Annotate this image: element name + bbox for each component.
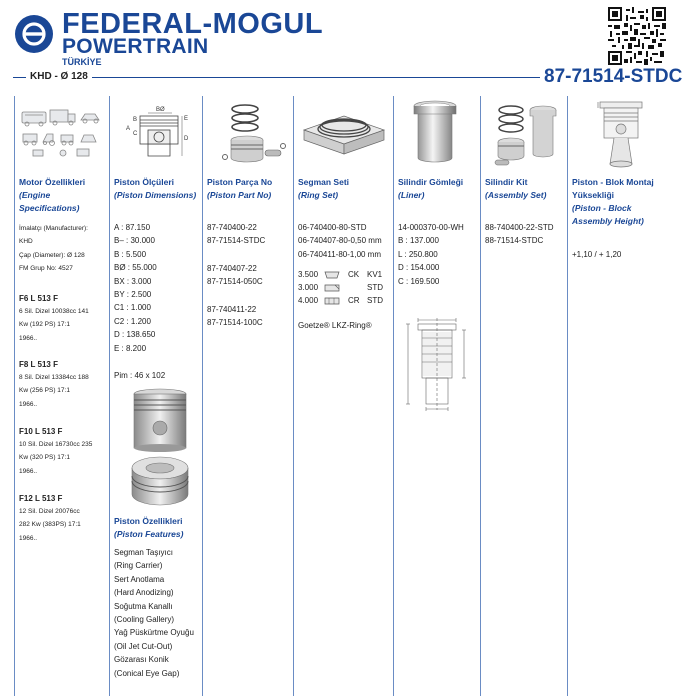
piston-part-no-title: Piston Parça No bbox=[207, 177, 273, 187]
ring-profile-taper-icon bbox=[324, 284, 340, 292]
piston-part-number-column bbox=[202, 96, 293, 696]
assembly-set-number: 88-740400-22-STD bbox=[485, 223, 554, 232]
piston-block-height-icon bbox=[596, 100, 646, 168]
liner-subtitle: (Liner) bbox=[398, 190, 425, 200]
piston-part-number: 87-71514-STDC bbox=[207, 236, 266, 246]
assembly-set-number: 88-71514-STDC bbox=[485, 236, 544, 246]
ring-brand-note: Goetze® LKZ-Ring® bbox=[298, 321, 372, 330]
dimension-d: D : 138.650 bbox=[114, 330, 156, 340]
diagram-label-a: A bbox=[126, 126, 131, 132]
ring-set-number: 06-740411-80-1,00 mm bbox=[298, 249, 382, 259]
engine-specifications-column bbox=[14, 96, 109, 696]
piston-features-subtitle: (Piston Features) bbox=[114, 529, 184, 539]
piston-rings-pin-icon bbox=[217, 102, 287, 168]
ring-set-number: 06-740400-80-STD bbox=[298, 223, 367, 232]
dimension-bo: BØ : 55.000 bbox=[114, 263, 157, 273]
engine-model: F6 L 513 F bbox=[19, 294, 58, 303]
liner-dimension-d: D : 154.000 bbox=[398, 263, 440, 273]
engine-description: 6 Sil. Dizel 10038cc 141 bbox=[19, 308, 89, 315]
engine-year: 1966.. bbox=[19, 334, 38, 342]
piston-part-number: 87-71514-050C bbox=[207, 277, 263, 287]
ring-profile-oil-icon bbox=[324, 297, 340, 305]
dimension-bx: BX : 3.000 bbox=[114, 276, 152, 286]
diameter-value: Çap (Diameter): Ø 128 bbox=[19, 251, 85, 259]
ring-size: 3.000 bbox=[298, 283, 319, 292]
feature-oil-jet: Yağ Püskürtme Oyuğu bbox=[114, 628, 194, 638]
feature-conical-eye-en: (Conical Eye Gap) bbox=[114, 668, 180, 678]
ring-set-title: Segman Seti bbox=[298, 177, 350, 187]
diagram-label-bo: BØ bbox=[156, 107, 165, 113]
feature-oil-jet-en: (Oil Jet Cut-Out) bbox=[114, 641, 173, 651]
liner-column bbox=[393, 96, 480, 696]
ring-set-box-icon bbox=[298, 110, 390, 160]
main-part-number: 87-71514-STDC bbox=[540, 66, 682, 88]
assembly-height-title-line2: Yüksekliği bbox=[572, 190, 615, 200]
piston-part-number: 87-71514-100C bbox=[207, 318, 263, 328]
engine-year: 1966.. bbox=[19, 467, 38, 475]
engine-description: 10 Sil. Dizel 16730cc 235 bbox=[19, 441, 93, 448]
liner-dimension-b: B : 137.000 bbox=[398, 236, 439, 246]
ring-size: 4.000 bbox=[298, 296, 319, 305]
dimension-c1: C1 : 1.000 bbox=[114, 303, 151, 313]
dimension-c2: C2 : 1.200 bbox=[114, 316, 151, 326]
liner-title: Silindir Gömleği bbox=[398, 177, 464, 187]
assembly-height-value: +1,10 / + 1,20 bbox=[572, 250, 622, 259]
assembly-set-icon bbox=[489, 102, 561, 168]
dimension-b: B : 5.500 bbox=[114, 249, 147, 259]
assembly-set-column bbox=[480, 96, 567, 696]
engine-description: 12 Sil. Dizel 20076cc bbox=[19, 508, 80, 515]
engine-entry bbox=[19, 292, 107, 345]
piston-dimensions-column bbox=[109, 96, 202, 696]
liner-dimension-c: C : 169.500 bbox=[398, 276, 440, 286]
liner-dimension-l: L : 250.800 bbox=[398, 249, 438, 259]
dimension-b-minus: B– : 30.000 bbox=[114, 236, 155, 246]
engine-model: F12 L 513 F bbox=[19, 494, 63, 503]
piston-part-number: 87-740407-22 bbox=[207, 264, 257, 273]
feature-ring-carrier: Segman Taşıyıcı bbox=[114, 548, 173, 557]
piston-dimensions-subtitle: (Piston Dimensions) bbox=[114, 190, 197, 200]
diagram-label-c: C bbox=[133, 131, 138, 137]
engine-power: Kw (320 PS) 17:1 bbox=[19, 454, 70, 462]
ring-set-column bbox=[293, 96, 393, 696]
feature-hard-anodizing-en: (Hard Anodizing) bbox=[114, 588, 174, 598]
brand-name: FEDERAL-MOGUL bbox=[62, 8, 324, 40]
feature-hard-anodizing: Sert Anotlama bbox=[114, 574, 165, 584]
piston-part-number: 87-740411-22 bbox=[207, 305, 257, 314]
manufacturer-value: KHD bbox=[19, 238, 33, 246]
liner-technical-drawing-icon bbox=[398, 316, 476, 414]
engine-entry bbox=[19, 425, 107, 478]
ring-code: CR bbox=[348, 296, 360, 305]
cylinder-liner-icon bbox=[410, 100, 460, 164]
feature-conical-eye: Gözarası Konik bbox=[114, 655, 169, 665]
engine-specifications-title: Motor Özellikleri bbox=[19, 177, 86, 187]
piston-pin-size: Pim : 46 x 102 bbox=[114, 371, 166, 380]
piston-dimensions-title: Piston Ölçüleri bbox=[114, 177, 174, 187]
ring-set-subtitle: (Ring Set) bbox=[298, 190, 339, 200]
fm-group-number: FM Grup No: 4527 bbox=[19, 265, 73, 273]
piston-part-number: 87-740400-22 bbox=[207, 223, 257, 232]
piston-side-view-icon bbox=[130, 386, 190, 456]
engine-reference: KHD - Ø 128 bbox=[26, 71, 92, 83]
engine-entry bbox=[19, 492, 107, 545]
ring-type: STD bbox=[367, 283, 383, 292]
engine-year: 1966.. bbox=[19, 400, 38, 408]
assembly-height-title: Piston - Blok Montaj bbox=[572, 177, 654, 187]
ring-profile-keystone-icon bbox=[324, 271, 340, 279]
dimension-e: E : 8.200 bbox=[114, 343, 147, 353]
assembly-height-column bbox=[567, 96, 672, 696]
assembly-set-title: Silindir Kit bbox=[485, 177, 528, 187]
engine-specifications-subtitle: (Engine Specifications) bbox=[19, 190, 80, 213]
brand-division: POWERTRAIN bbox=[62, 35, 209, 58]
vehicles-illustration-icon bbox=[19, 102, 105, 160]
feature-cooling-gallery: Soğutma Kanallı bbox=[114, 601, 173, 611]
ring-code: CK bbox=[348, 270, 360, 279]
engine-model: F10 L 513 F bbox=[19, 427, 63, 436]
ring-type: STD bbox=[367, 296, 383, 305]
engine-power: Kw (192 PS) 17:1 bbox=[19, 321, 70, 329]
engine-power: 282 Kw (383PS) 17:1 bbox=[19, 521, 81, 529]
ring-size: 3.500 bbox=[298, 270, 319, 279]
manufacturer-label: İmalatçı (Manufacturer): bbox=[19, 225, 88, 232]
dimension-by: BY : 2.500 bbox=[114, 290, 152, 300]
ring-set-number: 06-740407-80-0,50 mm bbox=[298, 236, 382, 246]
assembly-set-subtitle: (Assembly Set) bbox=[485, 190, 547, 200]
feature-ring-carrier-en: (Ring Carrier) bbox=[114, 561, 163, 571]
piston-part-no-subtitle: (Piston Part No) bbox=[207, 190, 272, 200]
liner-part-number: 14-000370-00-WH bbox=[398, 223, 464, 232]
engine-model: F8 L 513 F bbox=[19, 360, 58, 369]
engine-entry bbox=[19, 358, 107, 411]
piston-dimension-diagram-icon bbox=[122, 104, 194, 162]
assembly-height-subtitle: (Piston - Block bbox=[572, 203, 632, 213]
diagram-label-b: B bbox=[133, 117, 138, 123]
ring-type: KV1 bbox=[367, 270, 383, 279]
feature-cooling-gallery-en: (Cooling Gallery) bbox=[114, 615, 175, 625]
engine-power: Kw (256 PS) 17:1 bbox=[19, 387, 70, 395]
piston-top-view-icon bbox=[128, 454, 192, 510]
diagram-label-e: E bbox=[184, 116, 189, 122]
qr-code-icon bbox=[608, 7, 666, 65]
assembly-height-subtitle-line2: Assembly Height) bbox=[572, 216, 644, 226]
diagram-label-d: D bbox=[184, 136, 189, 142]
engine-description: 8 Sil. Dizel 13384cc 188 bbox=[19, 374, 89, 381]
federal-mogul-logo-icon bbox=[14, 14, 54, 54]
dimension-a: A : 87.150 bbox=[114, 223, 151, 232]
brand-country: TÜRKİYE bbox=[62, 57, 102, 67]
piston-features-title: Piston Özellikleri bbox=[114, 516, 183, 526]
engine-year: 1966.. bbox=[19, 534, 38, 542]
